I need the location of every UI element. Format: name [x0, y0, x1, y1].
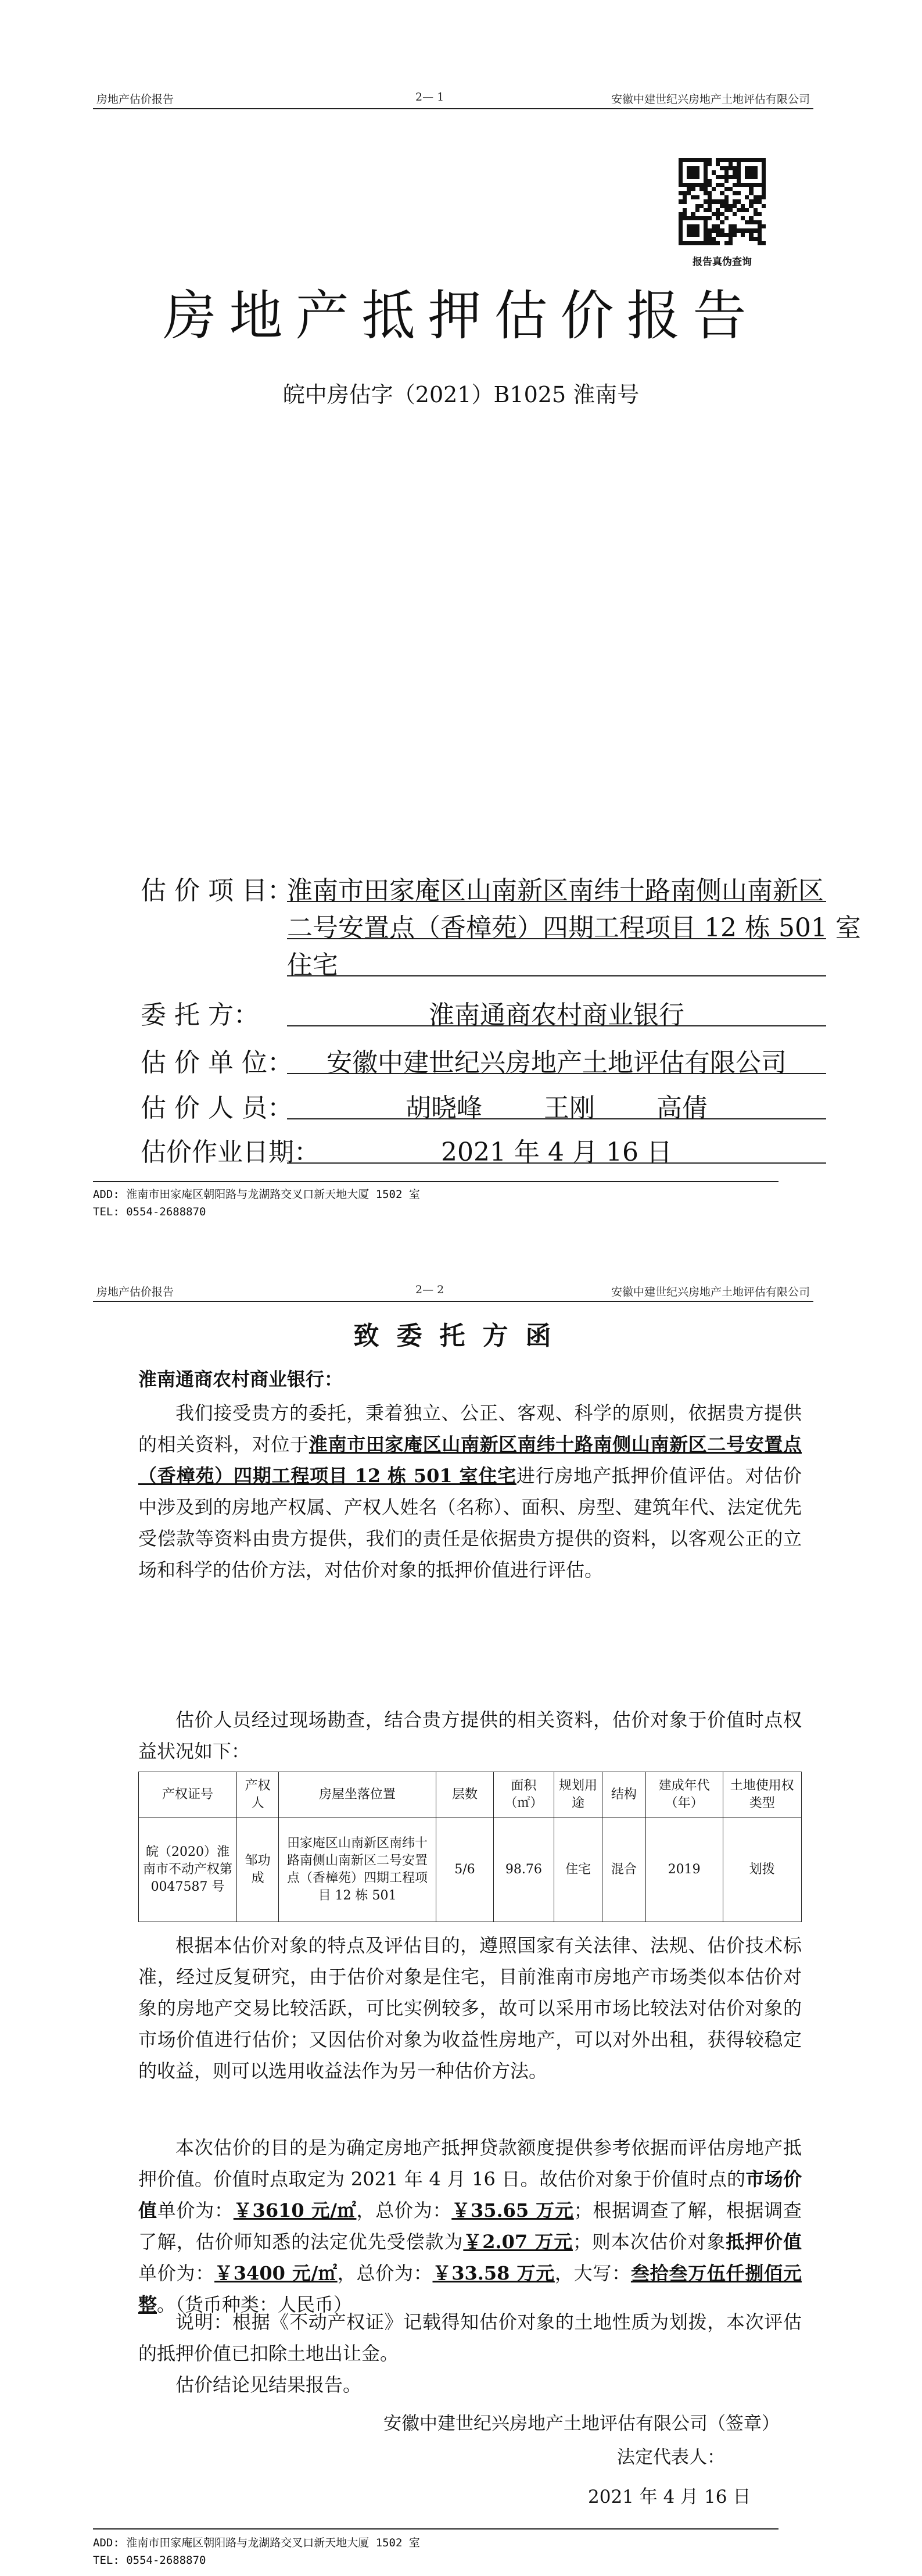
table-header: 建成年代（年） — [645, 1772, 723, 1817]
project-line-3: 住宅 — [287, 944, 826, 976]
text-span: 单价为： — [157, 2199, 234, 2221]
appraiser-name: 高倩 — [656, 1093, 708, 1123]
market-value-label: 市场价值 — [138, 2168, 802, 2221]
text-span: ，总价为： — [337, 2262, 433, 2284]
text-span: ；根据调查了解，根据调查了解，估价师知悉的法定优先受偿款为 — [138, 2199, 802, 2253]
property-table — [138, 1772, 802, 1922]
text-span: ；则本次估价对象 — [573, 2231, 726, 2253]
letter-title: 致委托方函 — [353, 1321, 569, 1351]
header-page-number: 2— 2 — [415, 1283, 444, 1296]
date-value: 2021 年 4 月 16 日 — [287, 1131, 826, 1164]
property-address: 淮南市田家庵区山南新区南纬十路南侧山南新区二号安置点（香樟苑）四期工程项目 12 栋 501 室住宅 — [138, 1433, 802, 1487]
project-line-2: 二号安置点（香樟苑）四期工程项目 12 栋 501 室 — [287, 907, 826, 939]
paragraph-conclusion — [138, 2132, 802, 2320]
client-label: 委 托 方： — [141, 1000, 259, 1030]
priority-payment: ￥2.07 万元 — [463, 2231, 573, 2253]
report-title: 房地产抵押估价报告 — [163, 285, 759, 347]
header-company: 安徽中建世纪兴房地产土地评估有限公司 — [611, 93, 810, 106]
appraiser-name: 王刚 — [544, 1093, 595, 1123]
text-span: 本次估价的目的是为确定房地产抵押贷款额度提供参考依据而评估房地产抵押价值。价值时点取定为 2021 年 4 月 16 日。故估价对象于价值时点的 — [138, 2137, 802, 2190]
qr-caption: 报告真伪查询 — [693, 256, 752, 268]
table-header: 产权证号 — [139, 1772, 237, 1817]
table-header: 层数 — [436, 1772, 493, 1817]
table-cell: 划拨 — [723, 1817, 801, 1922]
table-header: 结构 — [602, 1772, 645, 1817]
table-header: 规划用途 — [554, 1772, 602, 1817]
table-header-row — [139, 1772, 802, 1817]
footer-rule — [93, 1181, 779, 1182]
header-left: 房地产估价报告 — [96, 93, 174, 106]
table-cell: 2019 — [645, 1817, 723, 1922]
header-page-number: 2— 1 — [415, 91, 444, 103]
paragraph-note: 说明：根据《不动产权证》记载得知估价对象的土地性质为划拨，本次评估的抵押价值已扣除土地出让金。 — [138, 2311, 802, 2364]
footer-tel: TEL: 0554-2688870 — [93, 1205, 206, 1218]
project-line-1: 淮南市田家庵区山南新区南纬十路南侧山南新区 — [287, 870, 826, 902]
text-span: 。（货币种类：人民币） — [157, 2294, 353, 2316]
people-label: 估 价 人 员： — [141, 1093, 293, 1123]
mortgage-total-price: ￥33.58 万元 — [432, 2262, 555, 2284]
footer-tel: TEL: 0554-2688870 — [93, 2554, 206, 2567]
mortgage-value-label: 抵押价值 — [726, 2231, 802, 2253]
client-value: 淮南通商农村商业银行 — [287, 994, 826, 1026]
market-total-price: ￥35.65 万元 — [451, 2199, 574, 2221]
addressee: 淮南通商农村商业银行： — [138, 1368, 343, 1390]
paragraph-survey: 估价人员经过现场勘查，结合贵方提供的相关资料，估价对象于价值时点权益状况如下： — [138, 1709, 802, 1762]
footer-address: ADD: 淮南市田家庵区朝阳路与龙湖路交叉口新天地大厦 1502 室 — [93, 2536, 420, 2549]
table-cell: 邹功成 — [237, 1817, 279, 1922]
header-company: 安徽中建世纪兴房地产土地评估有限公司 — [611, 1286, 810, 1298]
signature-company: 安徽中建世纪兴房地产土地评估有限公司（签章） — [383, 2413, 780, 2434]
signature-representative: 法定代表人： — [617, 2447, 725, 2468]
people-value — [287, 1087, 826, 1123]
mortgage-total-upper: 叁拾叁万伍仟捌佰元整 — [138, 2262, 802, 2316]
table-header: 房屋坐落位置 — [279, 1772, 436, 1817]
signature-date: 2021 年 4 月 16 日 — [588, 2486, 751, 2507]
text-span: ，大写： — [554, 2262, 631, 2284]
paragraph-method: 根据本估价对象的特点及评估目的，遵照国家有关法律、法规、估价技术标准，经过反复研究，由于估价对象是住宅，目前淮南市房地产市场类似本估价对象的房地产交易比较活跃，可比实例较多，故可以采用市场比较法对估价对象的市场价值进行估价；又因估价对象为收益性房地产，可以对外出租，获得较稳定的收益，则可以选用收益法作为另一种估价方法。 — [138, 1934, 802, 2082]
running-header — [93, 86, 813, 109]
table-header: 土地使用权类型 — [723, 1772, 801, 1817]
document-number: 皖中房估字（2021）B1025 淮南号 — [282, 382, 640, 407]
project-label: 估 价 项 目： — [141, 876, 293, 906]
paragraph-intro — [138, 1397, 802, 1586]
footer-address: ADD: 淮南市田家庵区朝阳路与龙湖路交叉口新天地大厦 1502 室 — [93, 1188, 420, 1201]
table-header: 面积（㎡） — [494, 1772, 554, 1817]
table-cell: 98.76 — [494, 1817, 554, 1922]
mortgage-unit-price: ￥3400 元/㎡ — [214, 2262, 338, 2284]
header-left: 房地产估价报告 — [96, 1286, 174, 1298]
text-span: 单价为： — [138, 2262, 215, 2284]
text-span: ，总价为： — [356, 2199, 452, 2221]
appraiser-name: 胡晓峰 — [406, 1093, 482, 1123]
appraiser-value: 安徽中建世纪兴房地产土地评估有限公司 — [287, 1042, 826, 1074]
running-header — [93, 1279, 813, 1302]
footer-rule — [93, 2528, 779, 2530]
text-span: 进行房地产抵押价值评估。对估价中涉及到的房地产权属、产权人姓名（名称）、面积、房型、建筑年代、法定优先受偿款等资料由贵方提供，我们的责任是依据贵方提供的资料，以客观公正的立场和科学的估价方法，对估价对象的抵押价值进行评估。 — [138, 1465, 802, 1581]
qr-code[interactable] — [679, 158, 766, 268]
table-cell: 住宅 — [554, 1817, 602, 1922]
table-cell: 田家庵区山南新区南纬十路南侧山南新区二号安置点（香樟苑）四期工程项目 12 栋 501 — [279, 1817, 436, 1922]
table-cell: 皖（2020）淮南市不动产权第 0047587 号 — [139, 1817, 237, 1922]
footer — [93, 2534, 813, 2569]
footer — [93, 1186, 813, 1221]
table-header: 产权人 — [237, 1772, 279, 1817]
date-label: 估价作业日期： — [141, 1137, 320, 1167]
table-cell: 混合 — [602, 1817, 645, 1922]
text-span: 我们接受贵方的委托，秉着独立、公正、客观、科学的原则，依据贵方提供的相关资料，对位于 — [138, 1402, 802, 1455]
paragraph-closing: 估价结论见结果报告。 — [175, 2374, 362, 2396]
market-unit-price: ￥3610 元/㎡ — [233, 2199, 357, 2221]
appraiser-label: 估 价 单 位： — [141, 1048, 293, 1078]
cover-page — [0, 0, 922, 1279]
qr-code-icon — [679, 158, 766, 245]
table-cell: 5/6 — [436, 1817, 493, 1922]
letter-page — [0, 1279, 922, 2576]
table-row — [139, 1817, 802, 1922]
